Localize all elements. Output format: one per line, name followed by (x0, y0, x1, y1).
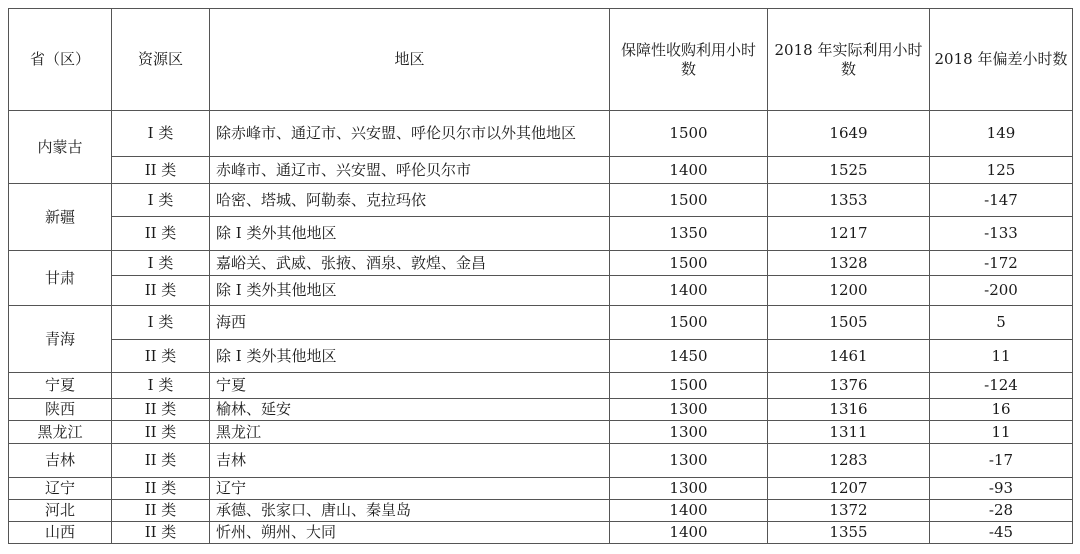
province-cell: 新疆 (9, 184, 112, 251)
table-row (9, 478, 1073, 500)
guaranteed-cell: 1400 (610, 500, 768, 522)
region-cell: 海西 (210, 306, 610, 340)
province-cell: 山西 (9, 522, 112, 544)
region-cell: 吉林 (210, 444, 610, 478)
guaranteed-cell: 1300 (610, 421, 768, 444)
zone-cell: II 类 (112, 157, 210, 184)
guaranteed-cell: 1400 (610, 157, 768, 184)
table-row (9, 184, 1073, 217)
utilization-hours-table (8, 8, 1073, 544)
province-cell: 内蒙古 (9, 111, 112, 184)
actual-cell: 1505 (768, 306, 930, 340)
table-header-row (9, 9, 1073, 111)
deviation-cell: -28 (930, 500, 1073, 522)
table-row (9, 306, 1073, 340)
table-row (9, 111, 1073, 157)
deviation-cell: 125 (930, 157, 1073, 184)
region-cell: 忻州、朔州、大同 (210, 522, 610, 544)
actual-cell: 1461 (768, 340, 930, 373)
header-deviation-hours: 2018 年偏差小时数 (930, 9, 1073, 111)
table-row (9, 276, 1073, 306)
region-cell: 黑龙江 (210, 421, 610, 444)
actual-cell: 1525 (768, 157, 930, 184)
guaranteed-cell: 1500 (610, 251, 768, 276)
actual-cell: 1316 (768, 399, 930, 421)
guaranteed-cell: 1300 (610, 399, 768, 421)
region-cell: 除 I 类外其他地区 (210, 276, 610, 306)
actual-cell: 1372 (768, 500, 930, 522)
province-cell: 青海 (9, 306, 112, 373)
data-table-container (8, 8, 1073, 544)
guaranteed-cell: 1500 (610, 306, 768, 340)
province-cell: 吉林 (9, 444, 112, 478)
header-resource-zone: 资源区 (112, 9, 210, 111)
actual-cell: 1200 (768, 276, 930, 306)
deviation-cell: -133 (930, 217, 1073, 251)
table-row (9, 522, 1073, 544)
zone-cell: II 类 (112, 340, 210, 373)
deviation-cell: -147 (930, 184, 1073, 217)
table-row (9, 373, 1073, 399)
region-cell: 除赤峰市、通辽市、兴安盟、呼伦贝尔市以外其他地区 (210, 111, 610, 157)
actual-cell: 1207 (768, 478, 930, 500)
deviation-cell: -124 (930, 373, 1073, 399)
zone-cell: I 类 (112, 306, 210, 340)
zone-cell: I 类 (112, 251, 210, 276)
province-cell: 甘肃 (9, 251, 112, 306)
table-row (9, 399, 1073, 421)
deviation-cell: -17 (930, 444, 1073, 478)
zone-cell: II 类 (112, 444, 210, 478)
actual-cell: 1353 (768, 184, 930, 217)
province-cell: 辽宁 (9, 478, 112, 500)
guaranteed-cell: 1300 (610, 478, 768, 500)
actual-cell: 1376 (768, 373, 930, 399)
zone-cell: I 类 (112, 373, 210, 399)
actual-cell: 1649 (768, 111, 930, 157)
zone-cell: II 类 (112, 522, 210, 544)
header-region: 地区 (210, 9, 610, 111)
table-row (9, 444, 1073, 478)
province-cell: 黑龙江 (9, 421, 112, 444)
deviation-cell: -172 (930, 251, 1073, 276)
zone-cell: II 类 (112, 478, 210, 500)
region-cell: 辽宁 (210, 478, 610, 500)
region-cell: 嘉峪关、武威、张掖、酒泉、敦煌、金昌 (210, 251, 610, 276)
table-row (9, 217, 1073, 251)
deviation-cell: 5 (930, 306, 1073, 340)
table-row (9, 421, 1073, 444)
guaranteed-cell: 1450 (610, 340, 768, 373)
zone-cell: II 类 (112, 421, 210, 444)
guaranteed-cell: 1400 (610, 522, 768, 544)
region-cell: 赤峰市、通辽市、兴安盟、呼伦贝尔市 (210, 157, 610, 184)
region-cell: 哈密、塔城、阿勒泰、克拉玛依 (210, 184, 610, 217)
region-cell: 除 I 类外其他地区 (210, 340, 610, 373)
actual-cell: 1355 (768, 522, 930, 544)
zone-cell: II 类 (112, 399, 210, 421)
zone-cell: II 类 (112, 217, 210, 251)
table-row (9, 340, 1073, 373)
zone-cell: II 类 (112, 276, 210, 306)
deviation-cell: 16 (930, 399, 1073, 421)
guaranteed-cell: 1350 (610, 217, 768, 251)
province-cell: 宁夏 (9, 373, 112, 399)
guaranteed-cell: 1500 (610, 184, 768, 217)
zone-cell: I 类 (112, 184, 210, 217)
deviation-cell: -45 (930, 522, 1073, 544)
deviation-cell: 11 (930, 340, 1073, 373)
zone-cell: II 类 (112, 500, 210, 522)
zone-cell: I 类 (112, 111, 210, 157)
guaranteed-cell: 1400 (610, 276, 768, 306)
guaranteed-cell: 1300 (610, 444, 768, 478)
actual-cell: 1217 (768, 217, 930, 251)
deviation-cell: -200 (930, 276, 1073, 306)
table-row (9, 157, 1073, 184)
deviation-cell: 149 (930, 111, 1073, 157)
actual-cell: 1283 (768, 444, 930, 478)
guaranteed-cell: 1500 (610, 111, 768, 157)
header-province: 省（区） (9, 9, 112, 111)
province-cell: 河北 (9, 500, 112, 522)
actual-cell: 1328 (768, 251, 930, 276)
deviation-cell: 11 (930, 421, 1073, 444)
region-cell: 承德、张家口、唐山、秦皇岛 (210, 500, 610, 522)
province-cell: 陕西 (9, 399, 112, 421)
actual-cell: 1311 (768, 421, 930, 444)
header-guaranteed-hours: 保障性收购利用小时数 (610, 9, 768, 111)
region-cell: 榆林、延安 (210, 399, 610, 421)
deviation-cell: -93 (930, 478, 1073, 500)
guaranteed-cell: 1500 (610, 373, 768, 399)
table-row (9, 251, 1073, 276)
region-cell: 宁夏 (210, 373, 610, 399)
header-actual-hours: 2018 年实际利用小时数 (768, 9, 930, 111)
region-cell: 除 I 类外其他地区 (210, 217, 610, 251)
table-row (9, 500, 1073, 522)
